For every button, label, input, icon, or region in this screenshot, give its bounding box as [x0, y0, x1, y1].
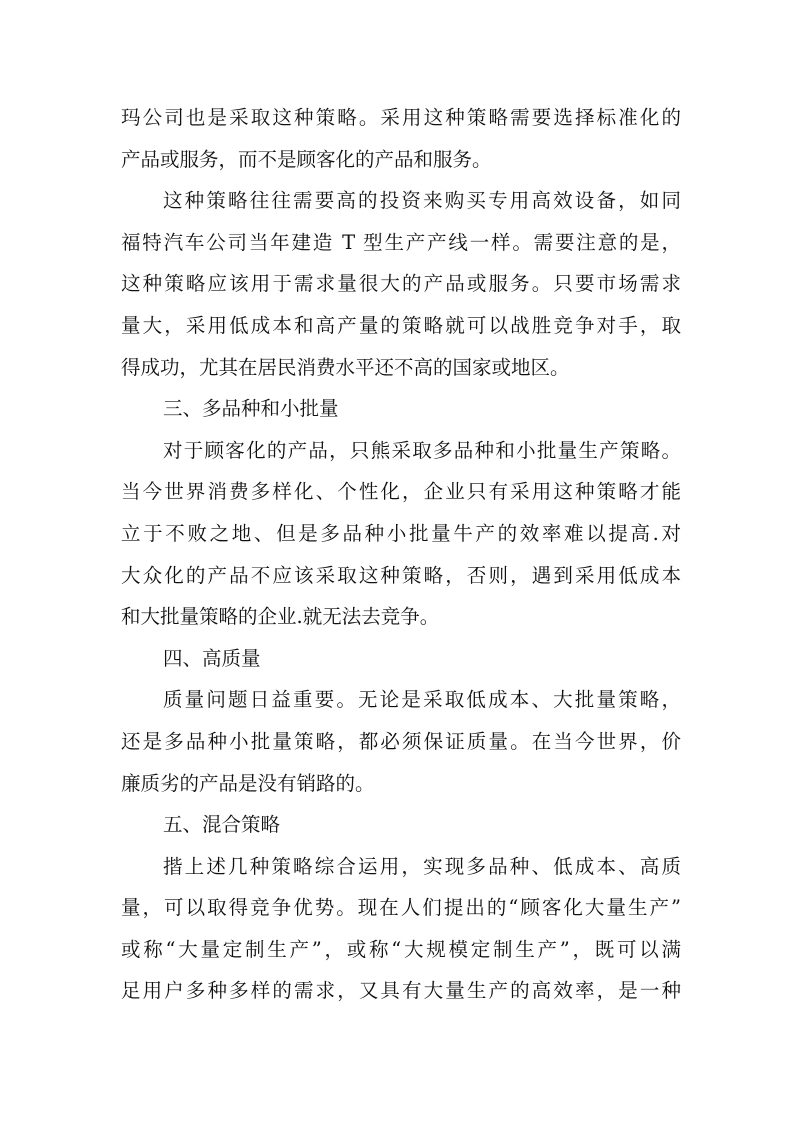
- text-line: 还是多品种小批量策略，都必须保证质量。在当今世界，价: [121, 729, 681, 753]
- text-line: 玛公司也是采取这种策略。采用这种策略需要选择标准化的: [121, 106, 681, 129]
- text-line: 福特汽车公司当年建造 T 型生产产线一样。需要注意的是，: [121, 230, 681, 254]
- text-line: 揩上述几种策略综合运用，实现多品种、低成本、高质: [163, 854, 681, 878]
- text-line: 大众化的产品不应该采取这种策略，否则，遇到采用低成本: [121, 563, 681, 587]
- text-line: 量，可以取得竞争优势。现在人们提出的“顾客化大量生产”: [121, 896, 681, 920]
- text-line: 或称“大量定制生产”，或称“大规模定制生产”，既可以满: [121, 937, 681, 961]
- text-line: 廉质劣的产品是没有销路的。: [121, 771, 375, 795]
- text-line: 量大，采用低成本和高产量的策略就可以战胜竞争对手，取: [121, 313, 681, 337]
- section-heading: 五、混合策略: [163, 813, 281, 837]
- text-line: 立于不败之地、但是多品种小批量牛产的效率难以提高.对: [121, 521, 681, 545]
- text-line: 足用户多种多样的需求，又具有大量生产的高效率，是一种: [121, 979, 681, 1003]
- section-heading: 三、多品种和小批量: [163, 397, 339, 421]
- text-line: 这种策略往往需要高的投资来购买专用高效设备，如同: [163, 189, 681, 213]
- text-line: 这种策略应该用于需求量很大的产品或服务。只要市场需求: [121, 272, 681, 296]
- section-heading: 四、高质量: [163, 646, 261, 670]
- text-line: 得成功，尤其在居民消费水平还不高的国家或地区。: [121, 355, 570, 379]
- text-line: 当今世界消费多样化、个性化，企业只有采用这种策略才能: [121, 480, 681, 504]
- text-line: 质量问题日益重要。无论是采取低成本、大批量策略，: [163, 688, 681, 712]
- document-body: [121, 97, 681, 1012]
- text-line: 对于顾客化的产品，只熊采取多品种和小批量生产策略。: [163, 438, 681, 462]
- text-line: 产品或服务，而不是顾客化的产品和服务。: [121, 147, 492, 171]
- text-line: 和大批量策略的企业.就无法去竞争。: [121, 605, 440, 629]
